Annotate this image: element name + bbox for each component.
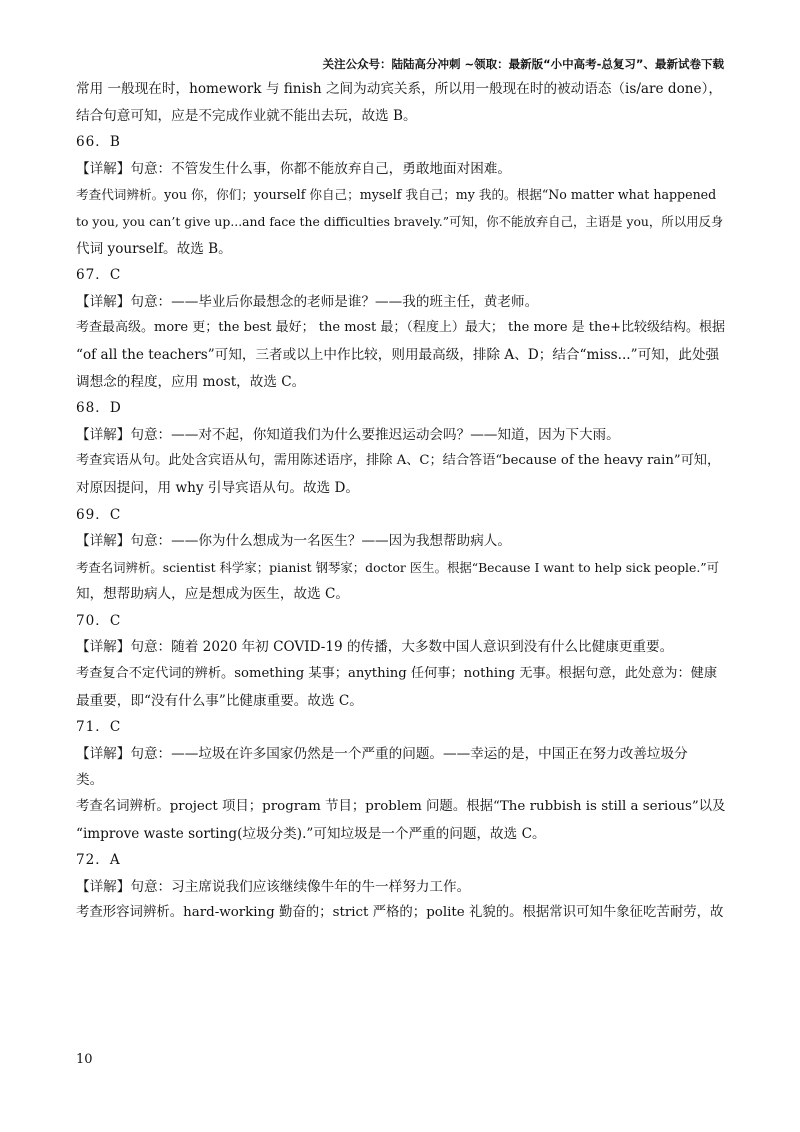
text-line: 调想念的程度，应用 most，故选 C。 (76, 373, 306, 390)
page-number: 10 (76, 1052, 93, 1067)
text-line: 常用 一般现在时，homework 与 finish 之间为动宾关系，所以用一般现在时的被动语态（is/are done）， (76, 81, 722, 97)
text-line: 【详解】句意：——垃圾在许多国家仍然是一个严重的问题。——幸运的是，中国正在努力改善垃圾分 (76, 745, 688, 762)
text-line: 结合句意可知，应是不完成作业就不能出去玩，故选 B。 (76, 107, 417, 124)
answer-explanations (76, 76, 726, 927)
question-number: 72．A (76, 852, 121, 869)
text-line: 【详解】句意：——对不起，你知道我们为什么要推迟运动会吗？——知道，因为下大雨。 (76, 426, 620, 443)
question-number: 68．D (76, 400, 122, 417)
text-line: 【详解】句意：习主席说我们应该继续像牛年的牛一样努力工作。 (76, 878, 471, 895)
text-line: 考查宾语从句。此处含宾语从句，需用陈述语序，排除 A、C；结合答语“because of the heavy rain”可知， (76, 453, 721, 469)
page-header: 关注公众号：陆陆高分冲刺 ~领取：最新版“小中高考-总复习”、最新试卷下载 (322, 57, 724, 71)
text-line: 代词 yourself。故选 B。 (76, 240, 232, 257)
text-line: 最重要，即“没有什么事”比健康重要。故选 C。 (76, 692, 363, 709)
text-line: 考查代词辨析。you 你，你们；yourself 你自己；myself 我自己；my 我的。根据“No matter what happened (76, 187, 717, 203)
question-number: 69．C (76, 506, 122, 523)
text-line: 考查复合不定代词的辨析。something 某事；anything 任何事；nothing 无事。根据句意，此处意为：健康 (76, 666, 718, 682)
text-line: 考查最高级。more 更；the best 最好； the most 最；（程度上）最大； the more 是 the+比较级结构。根据 (76, 320, 725, 336)
text-line: 【详解】句意：——你为什么想成为一名医生？——因为我想帮助病人。 (76, 533, 511, 550)
text-line: 【详解】句意：不管发生什么事，你都不能放弃自己，勇敢地面对困难。 (76, 160, 511, 177)
text-line: 考查形容词辨析。hard-working 勤奋的；strict 严格的；polite 礼貌的。根据常识可知牛象征吃苦耐劳，故 (76, 905, 724, 921)
text-line: 考查名词辨析。project 项目；program 节目；problem 问题。根据“The rubbish is still a serious”以及 (76, 799, 726, 815)
text-line: “improve waste sorting(垃圾分类).”可知垃圾是一个严重的问题，故选 C。 (76, 825, 546, 842)
question-number: 67．C (76, 267, 122, 284)
text-line: 考查名词辨析。scientist 科学家；pianist 钢琴家；doctor 医生。根据“Because I want to help sick people.”可 (76, 559, 720, 575)
text-line: 【详解】句意：——毕业后你最想念的老师是谁？——我的班主任，黄老师。 (76, 293, 539, 310)
text-line: to you, you can’t give up...and face the difficulties bravely.”可知，你不能放弃自己，主语是 you，所以用反身 (76, 213, 724, 229)
question-number: 70．C (76, 612, 122, 629)
question-number: 66．B (76, 134, 121, 151)
text-line: 知，想帮助病人，应是想成为医生，故选 C。 (76, 586, 350, 603)
text-line: 类。 (76, 772, 104, 789)
text-line: 【详解】句意：随着 2020 年初 COVID-19 的传播，大多数中国人意识到没有什么比健康更重要。 (76, 639, 674, 656)
question-number: 71．C (76, 719, 122, 736)
text-line: “of all the teachers”可知，三者或以上中作比较，则用最高级，排除 A、D；结合“miss...”可知，此处强 (76, 346, 720, 363)
text-line: 对原因提问，用 why 引导宾语从句。故选 D。 (76, 479, 360, 496)
